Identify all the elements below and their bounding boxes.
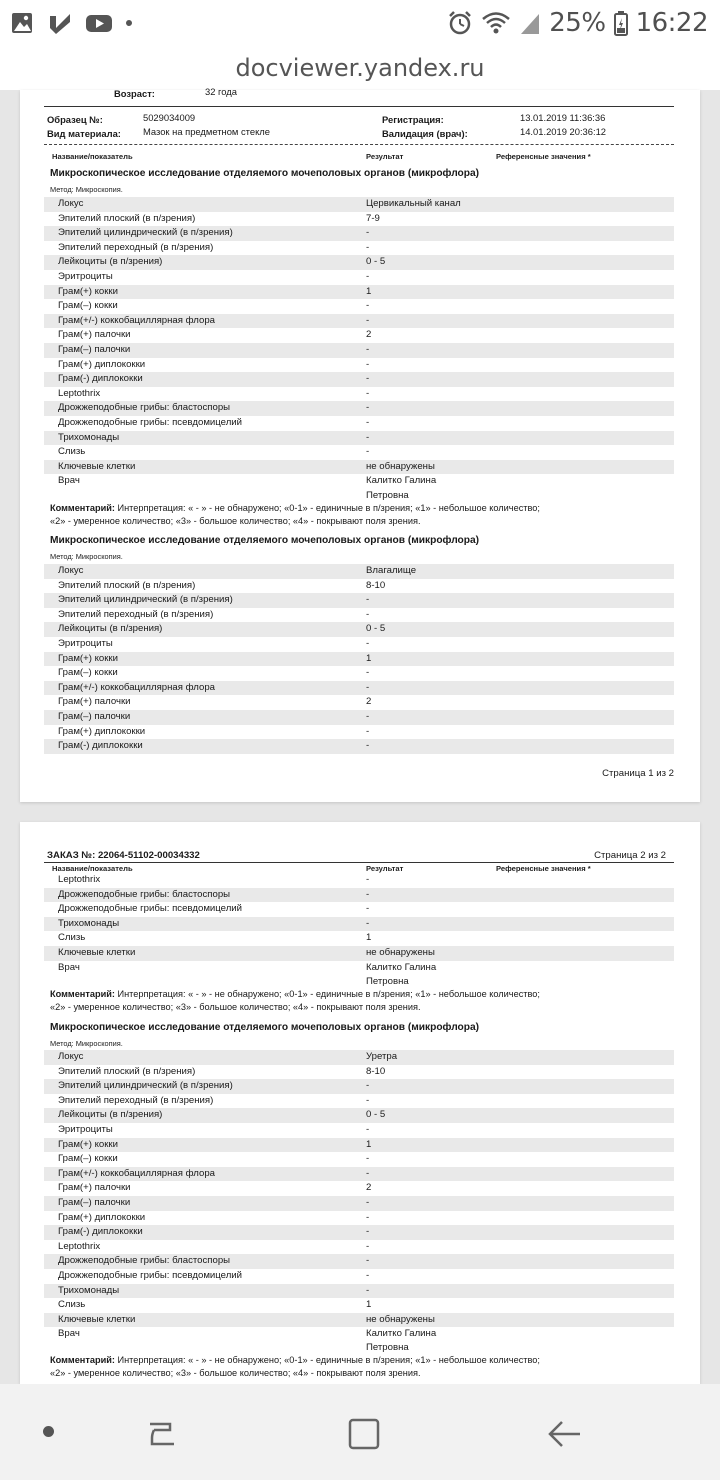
signal-icon: [519, 10, 541, 36]
row-label: Эритроциты: [58, 638, 113, 649]
table-row: [44, 387, 674, 402]
table-row: [44, 961, 674, 976]
section-title: Микроскопическое исследование отделяемого мочеполовых органов (микрофлора): [50, 535, 480, 546]
wifi-icon: [481, 10, 511, 36]
table-row: [44, 372, 674, 387]
table-row: [44, 579, 674, 594]
row-label: Грам(+) диплококки: [58, 725, 146, 737]
table-row: [44, 474, 674, 489]
method-label: Метод: Микроскопия.: [50, 1039, 123, 1048]
row-label: Дрожжеподобные грибы: псевдомицелий: [58, 1270, 243, 1281]
table-row: [44, 285, 674, 300]
row-value: не обнаружены: [366, 460, 435, 472]
row-label: Эритроциты: [58, 1124, 113, 1135]
row-value: Влагалище: [366, 565, 417, 576]
age-value: 32 года: [205, 86, 237, 97]
sample-value: 5029034009: [143, 112, 196, 123]
dashed-divider: [44, 144, 674, 145]
row-label: Локус: [58, 565, 84, 576]
table-row: [44, 431, 674, 446]
table-row: [44, 608, 674, 623]
row-label: Leptothrix: [58, 387, 101, 399]
row-label: Ключевые клетки: [58, 460, 136, 472]
column-result-header: Результат: [366, 864, 404, 873]
table-row: [44, 358, 674, 373]
table-row: [44, 1050, 674, 1065]
registration-value: 13.01.2019 11:36:36: [520, 112, 606, 123]
table-row: [44, 725, 674, 740]
row-label: Грам(+) кокки: [58, 652, 118, 664]
navigation-bar: [0, 1384, 720, 1480]
row-label: Грам(–) кокки: [58, 667, 118, 679]
alarm-icon: [447, 10, 473, 36]
table-row: [44, 917, 674, 932]
table-row: [44, 946, 674, 961]
table-row: [44, 1211, 674, 1226]
table-row: [44, 739, 674, 754]
table-row: [44, 241, 674, 256]
comment-line1: Интерпретация: « - » - не обнаружено; «0-1» - единичные в п/зрения; «1» - небольшое количество;: [117, 989, 540, 999]
doctor-name-line2: Петровна: [366, 976, 409, 987]
row-label: Лейкоциты (в п/зрения): [58, 1109, 163, 1121]
row-value: не обнаружены: [366, 1313, 435, 1325]
row-value: -: [366, 271, 370, 282]
row-value: -: [366, 638, 370, 649]
row-label: Грам(+) палочки: [58, 696, 131, 708]
table-row: [44, 299, 674, 314]
row-label: Грам(–) палочки: [58, 344, 131, 355]
validation-value: 14.01.2019 20:36:12: [520, 126, 607, 137]
table-row: [44, 888, 674, 903]
row-value: не обнаружены: [366, 947, 435, 958]
url-text: docviewer.yandex.ru: [235, 54, 485, 82]
row-label: Слизь: [58, 932, 86, 944]
table-row: [44, 1269, 674, 1284]
row-value: -: [366, 888, 370, 900]
row-label: Дрожжеподобные грибы: бластоспоры: [58, 402, 231, 414]
row-value: 0 - 5: [366, 256, 386, 268]
comment-label: Комментарий:: [50, 989, 115, 999]
sample-label: Образец №:: [47, 114, 103, 125]
row-value: -: [366, 725, 370, 737]
home-dot-icon[interactable]: [43, 1426, 54, 1437]
row-value: -: [366, 903, 370, 915]
method-label: Метод: Микроскопия.: [50, 552, 123, 561]
table-row: [44, 710, 674, 725]
row-value: -: [366, 300, 370, 312]
row-value: Калитко Галина: [366, 475, 437, 487]
row-value: -: [366, 373, 370, 385]
comment: [50, 988, 540, 1015]
row-label: Эпителий переходный (в п/зрения): [58, 1094, 214, 1106]
table-row: [44, 255, 674, 270]
row-value: -: [366, 417, 370, 428]
divider: [44, 862, 674, 863]
row-value: -: [366, 1153, 370, 1165]
column-result-header: Результат: [366, 152, 404, 161]
row-value: -: [366, 314, 370, 326]
table-row: [44, 681, 674, 696]
row-value: 2: [366, 329, 372, 341]
row-label: Врач: [58, 1328, 80, 1340]
battery-icon: [614, 10, 628, 36]
row-label: Дрожжеподобные грибы: бластоспоры: [58, 888, 231, 900]
row-value: -: [366, 402, 370, 414]
row-label: Трихомонады: [58, 431, 120, 443]
url-bar[interactable]: [0, 50, 720, 90]
row-value: -: [366, 387, 370, 399]
row-label: Эпителий цилиндрический (в п/зрения): [58, 227, 233, 239]
table-row: [44, 1152, 674, 1167]
row-label: Грам(-) диплококки: [58, 373, 143, 385]
table-row: [44, 328, 674, 343]
comment: [50, 1354, 540, 1381]
table-row: [44, 460, 674, 475]
row-label: Слизь: [58, 446, 86, 458]
table-row: [44, 1167, 674, 1182]
row-label: Эпителий плоский (в п/зрения): [58, 1065, 196, 1077]
doctor-name-line2: Петровна: [366, 1342, 409, 1353]
order-number: ЗАКАЗ №: 22064-51102-00034332: [47, 850, 200, 861]
row-value: -: [366, 358, 370, 370]
table-row: [44, 270, 674, 285]
page-number: Страница 1 из 2: [602, 768, 674, 779]
row-value: -: [366, 711, 370, 722]
table-row: [44, 1108, 674, 1123]
method-label: Метод: Микроскопия.: [50, 185, 123, 194]
table-row: [44, 1079, 674, 1094]
material-label: Вид материала:: [47, 128, 121, 139]
row-value: 1: [366, 1138, 372, 1150]
row-value: -: [366, 1284, 370, 1296]
divider: [44, 106, 674, 107]
row-label: Дрожжеподобные грибы: псевдомицелий: [58, 903, 243, 915]
row-value: 1: [366, 1299, 372, 1311]
table-row: [44, 416, 674, 431]
table-row: [44, 1138, 674, 1153]
gallery-icon: [10, 10, 36, 36]
column-name-header: Название/показатель: [52, 864, 133, 873]
row-label: Грам(+) диплококки: [58, 358, 146, 370]
section-title: Микроскопическое исследование отделяемого мочеполовых органов (микрофлора): [50, 1022, 480, 1033]
row-label: Грам(–) кокки: [58, 300, 118, 312]
comment-label: Комментарий:: [50, 1355, 115, 1365]
row-label: Грам(+/-) коккобациллярная флора: [58, 681, 215, 693]
row-label: Грам(–) палочки: [58, 711, 131, 722]
table-row: [44, 1298, 674, 1313]
table-row: [44, 622, 674, 637]
table-row: [44, 666, 674, 681]
row-value: 1: [366, 285, 372, 297]
row-value: -: [366, 1211, 370, 1223]
registration-label: Регистрация:: [382, 114, 444, 125]
row-value: -: [366, 1255, 370, 1267]
row-value: -: [366, 1240, 370, 1252]
row-label: Врач: [58, 961, 80, 973]
row-label: Лейкоциты (в п/зрения): [58, 256, 163, 268]
row-label: Эпителий плоский (в п/зрения): [58, 212, 196, 224]
row-label: Локус: [58, 1051, 84, 1062]
row-label: Эритроциты: [58, 271, 113, 282]
comment: [50, 502, 540, 529]
row-value: -: [366, 681, 370, 693]
row-label: Грам(+/-) коккобациллярная флора: [58, 314, 215, 326]
row-value: -: [366, 874, 370, 885]
row-value: -: [366, 344, 370, 355]
row-value: -: [366, 431, 370, 443]
comment-line1: Интерпретация: « - » - не обнаружено; «0-1» - единичные в п/зрения; «1» - небольшое количество;: [117, 1355, 540, 1365]
row-value: -: [366, 1270, 370, 1281]
row-value: -: [366, 1197, 370, 1208]
row-label: Эпителий переходный (в п/зрения): [58, 241, 214, 253]
comment-line2: «2» - умеренное количество; «3» - большое количество; «4» - покрывают поля зрения.: [50, 1002, 421, 1013]
row-label: Трихомонады: [58, 1284, 120, 1296]
battery-percent: 25%: [549, 8, 606, 38]
row-label: Leptothrix: [58, 1240, 101, 1252]
row-value: 7-9: [366, 212, 380, 224]
row-label: Leptothrix: [58, 874, 101, 885]
clock: 16:22: [635, 8, 708, 38]
home-icon[interactable]: [344, 1414, 384, 1454]
table-row: [44, 401, 674, 416]
table-row: [44, 1313, 674, 1328]
row-value: 1: [366, 932, 372, 944]
row-label: Грам(+) кокки: [58, 285, 118, 297]
row-label: Дрожжеподобные грибы: псевдомицелий: [58, 417, 243, 428]
table-row: [44, 197, 674, 212]
row-label: Трихомонады: [58, 917, 120, 929]
row-label: Ключевые клетки: [58, 947, 136, 958]
row-label: Дрожжеподобные грибы: бластоспоры: [58, 1255, 231, 1267]
row-label: Слизь: [58, 1299, 86, 1311]
column-reference-header: Референсные значения *: [496, 152, 591, 161]
row-value: -: [366, 917, 370, 929]
row-value: -: [366, 1167, 370, 1179]
row-label: Локус: [58, 198, 84, 209]
row-value: -: [366, 1226, 370, 1238]
row-value: 8-10: [366, 1065, 386, 1077]
row-label: Грам(–) палочки: [58, 1197, 131, 1208]
recent-apps-icon[interactable]: [142, 1414, 182, 1454]
row-label: Лейкоциты (в п/зрения): [58, 623, 163, 635]
table-row: [44, 873, 674, 888]
row-value: -: [366, 227, 370, 239]
table-row: [44, 343, 674, 358]
column-name-header: Название/показатель: [52, 152, 133, 161]
table-row: [44, 445, 674, 460]
table-row: [44, 1225, 674, 1240]
section-title: Микроскопическое исследование отделяемого мочеполовых органов (микрофлора): [50, 168, 480, 179]
row-value: Цервикальный канал: [366, 198, 461, 209]
row-value: 8-10: [366, 579, 386, 591]
row-value: 1: [366, 652, 372, 664]
table-row: [44, 1240, 674, 1255]
row-label: Эпителий переходный (в п/зрения): [58, 608, 214, 620]
row-value: -: [366, 1080, 370, 1092]
checkmark-icon: [48, 10, 74, 36]
table-row: [44, 695, 674, 710]
row-label: Грам(+) палочки: [58, 329, 131, 341]
row-value: -: [366, 608, 370, 620]
row-value: Калитко Галина: [366, 961, 437, 973]
row-label: Грам(-) диплококки: [58, 740, 143, 752]
table-row: [44, 226, 674, 241]
dot-icon: [124, 10, 134, 36]
table-row: [44, 1254, 674, 1269]
row-value: -: [366, 1094, 370, 1106]
row-value: Калитко Галина: [366, 1328, 437, 1340]
row-value: -: [366, 667, 370, 679]
row-label: Грам(+/-) коккобациллярная флора: [58, 1167, 215, 1179]
row-value: -: [366, 594, 370, 606]
table-row: [44, 1065, 674, 1080]
comment-line2: «2» - умеренное количество; «3» - большое количество; «4» - покрывают поля зрения.: [50, 516, 421, 527]
table-row: [44, 637, 674, 652]
row-value: Уретра: [366, 1051, 398, 1062]
table-row: [44, 212, 674, 227]
column-reference-header: Референсные значения *: [496, 864, 591, 873]
row-value: -: [366, 740, 370, 752]
row-value: 0 - 5: [366, 1109, 386, 1121]
row-label: Грам(+) диплококки: [58, 1211, 146, 1223]
table-row: [44, 564, 674, 579]
comment-line1: Интерпретация: « - » - не обнаружено; «0-1» - единичные в п/зрения; «1» - небольшое количество;: [117, 503, 540, 513]
row-value: -: [366, 446, 370, 458]
table-row: [44, 1181, 674, 1196]
comment-label: Комментарий:: [50, 503, 115, 513]
document-page-2: [20, 822, 700, 1384]
table-row: [44, 902, 674, 917]
doctor-name-line2: Петровна: [366, 490, 409, 501]
age-label: Возраст:: [114, 88, 155, 99]
page-number: Страница 2 из 2: [594, 850, 666, 861]
table-row: [44, 1284, 674, 1299]
row-label: Грам(+) кокки: [58, 1138, 118, 1150]
table-row: [44, 931, 674, 946]
row-value: -: [366, 241, 370, 253]
row-value: 2: [366, 1182, 372, 1194]
table-row: [44, 652, 674, 667]
row-label: Грам(–) кокки: [58, 1153, 118, 1165]
row-value: 0 - 5: [366, 623, 386, 635]
row-value: -: [366, 1124, 370, 1135]
status-bar: [0, 0, 720, 50]
row-label: Эпителий цилиндрический (в п/зрения): [58, 1080, 233, 1092]
table-row: [44, 1123, 674, 1138]
validation-label: Валидация (врач):: [382, 128, 468, 139]
table-row: [44, 1196, 674, 1211]
youtube-icon: [86, 10, 112, 36]
row-label: Грам(+) палочки: [58, 1182, 131, 1194]
row-label: Эпителий цилиндрический (в п/зрения): [58, 594, 233, 606]
comment-line2: «2» - умеренное количество; «3» - большое количество; «4» - покрывают поля зрения.: [50, 1368, 421, 1379]
row-label: Грам(-) диплококки: [58, 1226, 143, 1238]
back-icon[interactable]: [544, 1414, 584, 1454]
table-row: [44, 1327, 674, 1342]
document-page-1: [20, 86, 700, 802]
row-value: 2: [366, 696, 372, 708]
row-label: Врач: [58, 475, 80, 487]
table-row: [44, 314, 674, 329]
table-row: [44, 593, 674, 608]
material-value: Мазок на предметном стекле: [143, 126, 270, 137]
row-label: Ключевые клетки: [58, 1313, 136, 1325]
row-label: Эпителий плоский (в п/зрения): [58, 579, 196, 591]
table-row: [44, 1094, 674, 1109]
